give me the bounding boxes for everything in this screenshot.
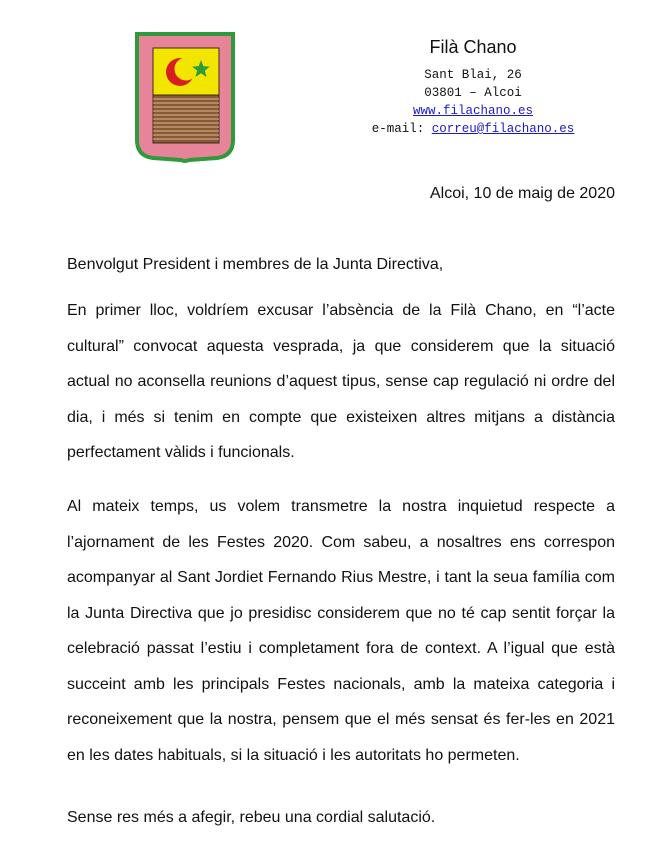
- greeting: Benvolgut President i membres de la Junta Directiva,: [67, 256, 444, 273]
- website-line: [310, 102, 636, 120]
- organization-name: Filà Chano: [429, 37, 517, 57]
- paragraph-2: Al mateix temps, us volem transmetre la nostra inquietud respecte a l’ajornament de les Festes 2020. Com sabeu, a nosaltres ens correspon acompanyar al Sant Jordiet Fernando Rius Mestre, i tant la seua família com la Junta Directiva que jo presidisc considerem que no té cap sentit forçar la celebració passat l’estiu i completament fora de context. A l’igual que està succeint amb les principals Festes nacionals, amb la mateixa categoria i reconeixement que la nostra, pensem que el més sensat és fer-les en 2021 en les dates habituals, si la situació i les autoritats ho permeten.: [67, 498, 615, 764]
- closing: Sense res més a afegir, rebeu una cordial salutació.: [67, 809, 436, 826]
- address-postal: 03801 – Alcoi: [424, 86, 522, 100]
- coat-of-arms-icon: [135, 32, 235, 164]
- paragraph-1: En primer lloc, voldríem excusar l’absència de la Filà Chano, en “l’acte cultural” convocat aquesta vesprada, ja que considerem que la situació actual no aconsella reunions d’aquest tipus, sense cap regulació ni ordre del dia, i més si tenim en compte que existeixen altres mitjans a distància perfectament vàlids i funcionals.: [67, 302, 615, 461]
- letter-date: Alcoi, 10 de maig de 2020: [429, 185, 615, 202]
- email-label: e-mail:: [371, 122, 425, 136]
- email-line: [310, 120, 636, 138]
- email-link[interactable]: correu@filachano.es: [431, 122, 575, 136]
- address-street: Sant Blai, 26: [424, 68, 522, 82]
- website-link[interactable]: www.filachano.es: [412, 104, 534, 118]
